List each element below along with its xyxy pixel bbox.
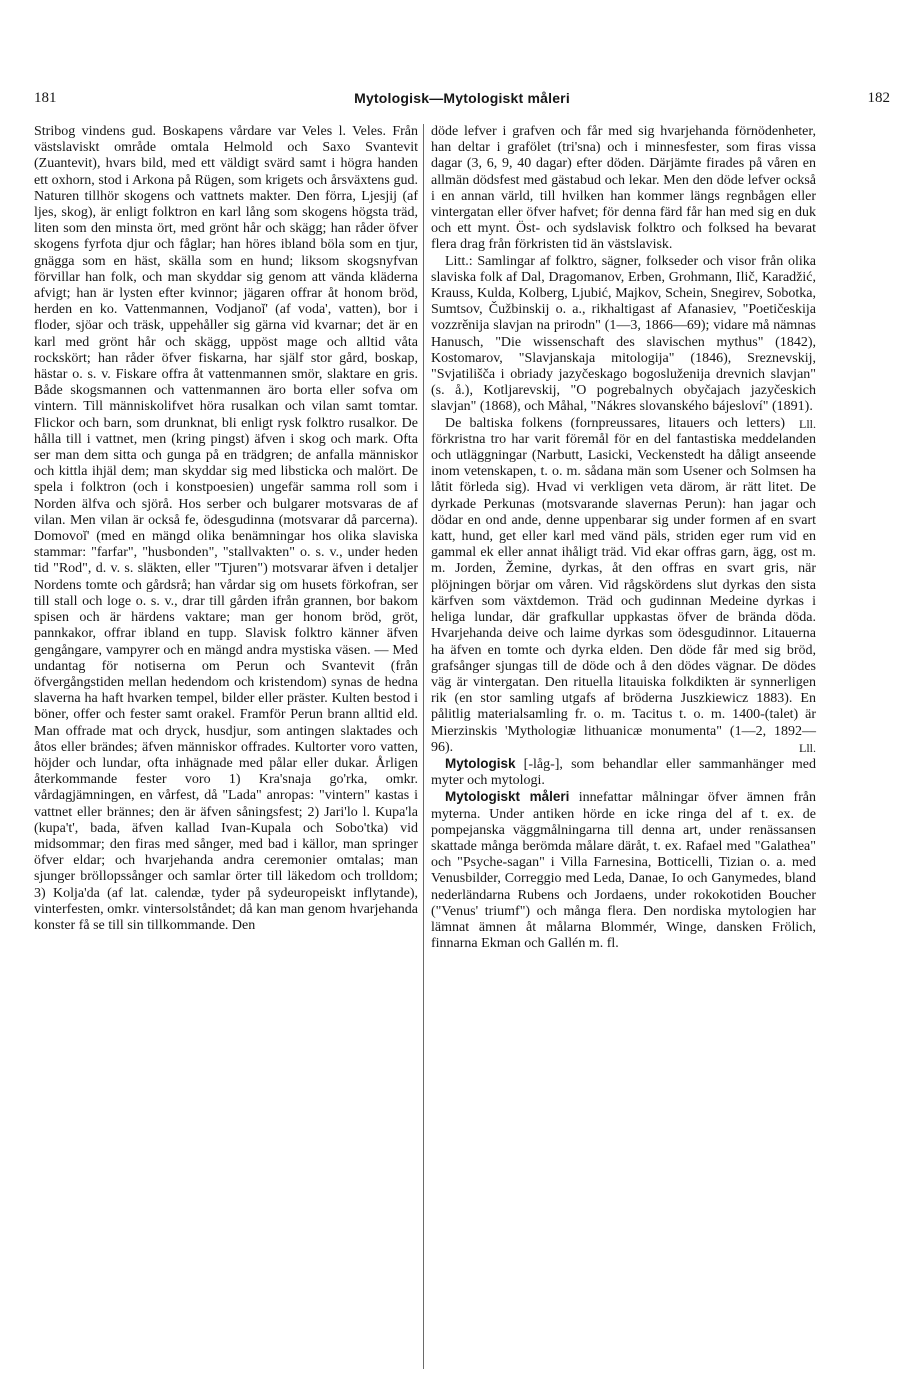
running-title: Mytologisk—Mytologiskt måleri: [354, 90, 570, 106]
left-column: [34, 124, 418, 934]
paragraph-text: De baltiska folkens (fornpreussares, litauers och letters) förkristna tro har varit föremål för en del fantastiska meddelanden och utläggningar (Narbutt, Lasicki, Veckenstedt ha dåligt anseende inom vetenskapen, t. o. m. sådana män som Usener och Solmsen ha låtit förleda sig). Hvad vi verkligen veta därom, är rätt litet. De dyrkade Perkunas (motsvarande slavernas Perun): han jagar och dödar en ond ande, denne uppenbarar sig under formen af en svart katt, hund, get eller karl med vänd päls, striden eger rum vid en gammal ek eller annat ihåligt träd. Vid ekar offras garn, ägg, ost m. m. Jorden, Žemine, dyrkas, åt den offras en svart gris, när plöjningen börjar om våren. Vid rågskördens slut dyrkas den sista kärfven som växtdemon. Träd och gudinnan Medeine dyrkas i heliga lundar, där grafkullar uppkastas öfver de brända döda. Hvarjehanda deive och laime dyrkas som ödesgudinnor. Litauerna ha äfven en tomte och dyrka elden. Den döde får med sig bröd, grafsånger sjungas till de döde och å den dödes vägnar. De dödes väg är vintergatan. Den rituella litauiska folkdikten är synnerligen rik (en stor samling utgafs af bröderna Juszkiewicz 1883). En pålitlig materialsamling fr. o. m. Tacitus t. o. m. 1400-(talet) är Mierzinskis 'Mythologiæ lithuanicæ monumenta" (1—2, 1892—96).: [431, 415, 816, 755]
page-number-right: 182: [867, 90, 890, 106]
entry-text: [-låg-], som behandlar eller sammanhänger med myter och mytologi.: [431, 756, 816, 789]
paragraph: Stribog vindens gud. Boskapens vårdare var Veles l. Veles. Från västslaviskt område omtala Helmold och Saxo Svantevit (Zuantevit), hvars bild, med ett väldigt svärd samt i högra handen ett oxhorn, stod i Arkona på Rügen, som krigets och årsväxtens gud. Naturen tillhör skogens och vattnets makter. Den förra, Ljesjij (af ljes, skog), är enligt folktron en karl lång som skogens högsta träd, liten som den minsta ört, med grönt hår och skägg; han råder öfver skogens fyrfota djur och fåglar; han höres ibland böla som en tjur, gnägga som en häst, skälla som en hund; liksom skogsnyfvan förvillar han folk, och man skyddar sig genom att vända kläderna afvigt; han är lysten efter kvinnor; jägaren offrar åt honom bröd, herden en ko. Vattenmannen, Vodjanoĭ' (af voda', vatten), bor i floder, sjöar och träsk, uppehåller sig gärna vid kvarnar; det är en karl med grönt hår och skägg, uppöst mage och alltid våta rockskört; han råder öfver fiskarna, har själf stor gård, boskap, hästar o. s. v. Fiskare offra åt vattenmannen smör, slaktare en gris. Både skogsmannen och vattenmannen äro borta eller sofva om vintern. Till människolifvet höra rusalkan och vilan samt tomtar. Flickor och barn, som drunknat, bli enligt rysk folktro rusalkor. De hålla till i vattnet, men (kring pingst) äfven i skog och mark. Ofta ser man dem sitta och gunga på en trädgren; de anfalla människor och kittla ihjäl dem; man skyddar sig med libsticka och malört. De spela i folktron (och i konstpoesien) ungefär samma roll som i Norden älfva och sjörå. Hos serber och bulgarer motsvaras de af vilan. Men vilan är också fe, ödesgudinna (motsvarar då parcerna). Domovoĭ' (med en mängd olika benämningar hos olika slaviska stammar: "farfar", "husbonden", "stallvakten" o. s. v., under heden tid "Rod", d. v. s. släkten, eller "Tjuren") motsvarar äfven i detaljer Nordens tomte och gårdsrå; han vårdar sig om husets förkofran, ser till stall och loge o. s. v., drar till gården ifrån grannen, bor bakom spisen och är härdens vaktare; man ger honom bröd, gröt, pannkakor, offrar ibland en tupp. Slavisk folktro känner äfven gengångare, vampyrer och en mängd andra mystiska väsen. — Med undantag för notiserna om Perun och Svantevit (från öfvergångstiden mellan hedendom och kristendom) synas de hedna slaverna ha haft hvarken tempel, bilder eller präster. Kulten bestod i böner, offer och fester samt orakel. Framför Perun brann alltid eld. Man offrade mat och dryck, husdjur, som antingen slaktades och åtos eller brändes; äfven människor offrades. Kultorter voro vatten, höjder och lundar, ofta inhägnade med pålar eller dukar. Årligen återkommande fester voro 1) Kra'snaja go'rka, omkr. vårdagjämningen, en vårfest, då "Lada" anropas: "vintern" kastas i vattnet eller brännes; den är äfven såningsfest; 2) Jari'lo l. Kupa'la (kupa't', bada, äfven kallad Ivan-Kupala och Sobo'tka) vid midsommar; den firas med sånger, med bad i källor, man springer öfver eldar; och hvarjehanda andra ceremonier omtalas; man sjunger bröllopssånger och samlar örter till läkedom och trolldom; 3) Kolja'da (af lat. calendæ, tyder på sydeuropeiskt inflytande), vinterfesten, omkr. vintersolståndet; då kan man genom hvarjehanda konster få se till sin tillkommande. Den: [34, 124, 418, 933]
author-signature: Lll.: [799, 740, 816, 755]
paragraph-baltic: [431, 416, 816, 756]
page-header: [34, 90, 890, 112]
entry-mytologisk: [431, 756, 816, 789]
paragraph-text: Litt.: Samlingar af folktro, sägner, folkseder och visor från olika slaviska folk af Dal, Dragomanov, Erben, Grohmann, Ilič, Karadžić, Krauss, Kulda, Kolberg, Ljubić, Majkov, Schein, Snegirev, Sobotka, Sumtsov, Čužbinskij o. a., rikhaltigast af Afanasiev, "Poetičeskija vozzrěnija slavjan na prirodn" (1—3, 1866—69); vidare må nämnas Hanusch, "Die wissenschaft des slavischen mythus" (1842), Kostomarov, "Slavjanskaja mitologija" (1846), Sreznevskij, "Svjatilišča i obriady jazyčeskago bogosluženija drevnich slavjan" (s. å.), Kotljarevskij, "O pogrebalnych obyčajach jazyčeskich slavjan" (1868), och Måhal, "Nákres slovanského bájesloví" (1891).: [431, 253, 816, 415]
author-signature: Lll.: [799, 416, 816, 431]
entry-text: innefattar målningar öfver ämnen från myterna. Under antiken hörde en icke ringa del af t. ex. de pompejanska väggmålningarna till denna art, under renässansen skattade många berömda målare däråt, t. ex. Rafael med "Galathea" och "Psyche-sagan" i Villa Farnesina, Botticelli, Tizian o. a. med Venusbilder, Correggio med Leda, Danae, Io och Ganymedes, bland nederländarna Rubens och Jordaens, under rokokotiden Boucher ("Venus' triumf") och många flera. Den nordiska mytologien har lämnat ämnen åt målarna Blommér, Winge, dansken Frölich, finnarna Ekman och Gallén m. fl.: [431, 790, 816, 952]
entry-headword: Mytologiskt måleri: [445, 789, 570, 805]
paragraph: döde lefver i grafven och får med sig hvarjehanda förnödenheter, han deltar i grafölet (tri'sna) och i minnesfester, som firas vissa dagar (3, 6, 9, 40 dagar) efter döden. Därjämte firades på våren en allmän dödsfest med gästabud och lekar. Men den döde lefver också i en annan värld, till hvilken han kommer längs regnbågen eller vintergatan eller öfver hafvet; för denna färd får han med sig en duk och ett mynt. Öst- och sydslavisk folktro och folksed ha bevarat flera drag från förkristen tid än västslavisk.: [431, 124, 816, 253]
column-divider: [423, 124, 424, 1369]
paragraph-literature: [431, 253, 816, 431]
entry-mytologiskt-maleri: [431, 789, 816, 952]
page-number-left: 181: [34, 90, 57, 106]
right-column: [431, 124, 816, 952]
entry-headword: Mytologisk: [445, 755, 516, 771]
